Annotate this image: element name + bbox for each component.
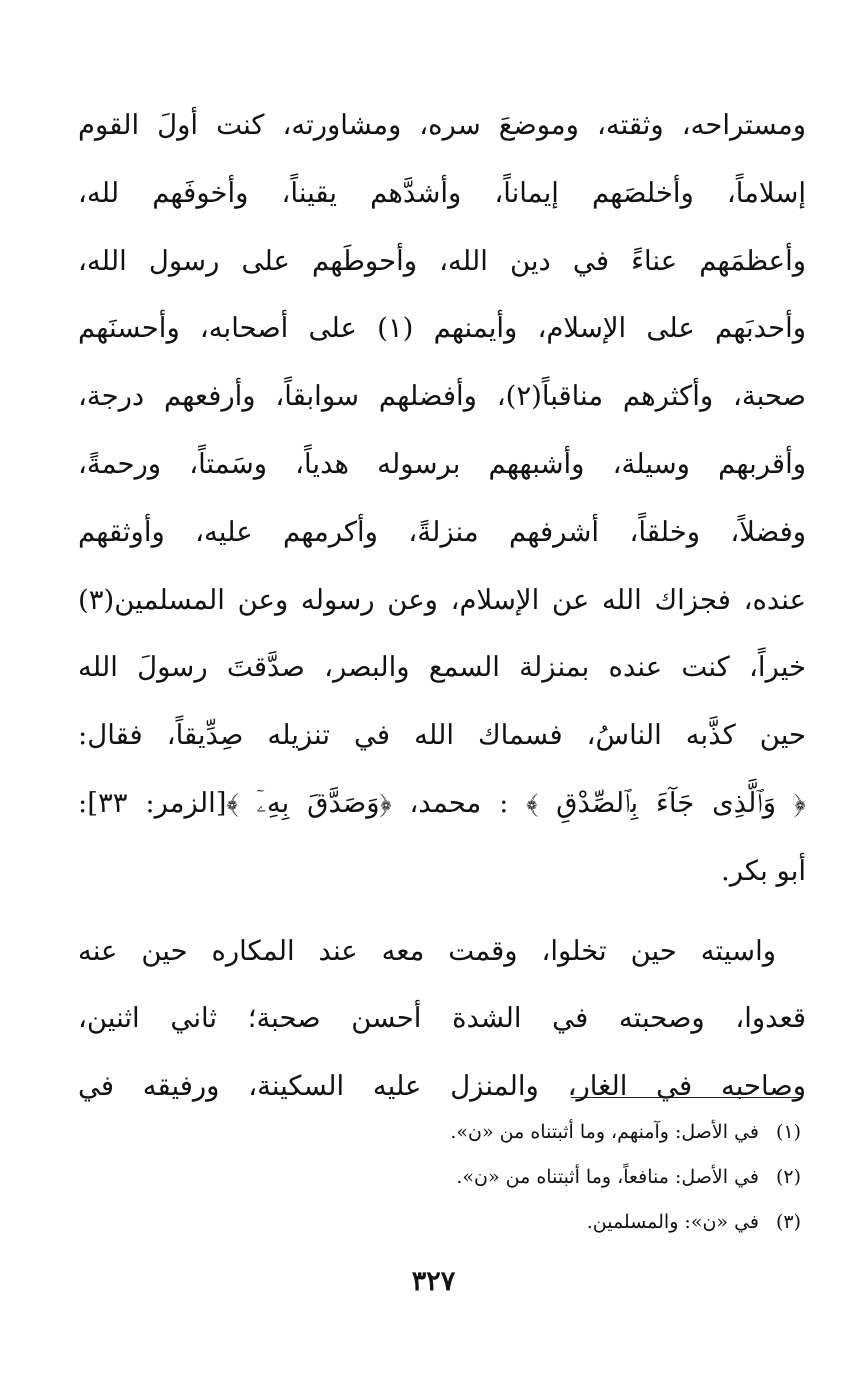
- footnote-text: في «ن»: والمسلمين.: [586, 1211, 759, 1233]
- text-line: وأعظمَهم عناءً في دين الله، وأحوطَهم على رسول الله،: [78, 244, 806, 277]
- footnote-number: (٢): [775, 1166, 801, 1188]
- text-line: إسلاماً، وأخلصَهم إيماناً، وأشدَّهم يقيناً، وأخوفَهم لله،: [78, 176, 806, 209]
- text-line: وأقربهم وسيلة، وأشبههم برسوله هدياً، وسَمتاً، ورحمةً،: [78, 447, 806, 480]
- text-line: قعدوا، وصحبته في الشدة أحسن صحبة؛ ثاني اثنين،: [78, 1002, 806, 1035]
- text-line: عنده، فجزاك الله عن الإسلام، وعن رسوله وعن المسلمين(٣): [78, 583, 806, 616]
- text-line: حين كذَّبه الناسُ، فسماك الله في تنزيله صِدِّيقاً، فقال:: [78, 719, 806, 752]
- quran-quote-line: ﴿ وَٱلَّذِى جَآءَ بِٱلصِّدْقِ ﴾ : محمد، ﴿وَصَدَّقَ بِهِۦٓ ﴾[الزمر: ٣٣]:: [78, 786, 806, 819]
- page-number: ٣٢٧: [411, 1266, 456, 1297]
- footnote-text: في الأصل: منافعاً، وما أثبتناه من «ن».: [456, 1166, 759, 1188]
- text-line: وصاحبه في الغار، والمنزل عليه السكينة، ورفيقه في: [78, 1070, 806, 1103]
- text-line: وفضلاً، وخلقاً، أشرفهم منزلةً، وأكرمهم عليه، وأوثقهم: [78, 515, 806, 548]
- main-text: [78, 92, 806, 1121]
- footnotes: [181, 1110, 801, 1245]
- text-line: صحبة، وأكثرهم مناقباً(٢)، وأفضلهم سوابقاً، وأرفعهم درجة،: [78, 380, 806, 413]
- text-line: وأحدبَهم على الإسلام، وأيمنهم (١) على أصحابه، وأحسنَهم: [78, 312, 806, 345]
- footnote-item: [181, 1110, 801, 1155]
- footnote-number: (١): [775, 1121, 801, 1143]
- text-line: أبو بكر.: [721, 854, 806, 887]
- footnote-item: [181, 1155, 801, 1200]
- paragraph-gap: [78, 906, 806, 918]
- footnote-item: [181, 1200, 801, 1245]
- text-line: خيراً، كنت عنده بمنزلة السمع والبصر، صدَّقتَ رسولَ الله: [78, 651, 806, 684]
- footnote-text: في الأصل: وآمنهم، وما أثبتناه من «ن».: [450, 1121, 759, 1143]
- text-line: واسيته حين تخلوا، وقمت معه عند المكاره حين عنه: [78, 934, 776, 967]
- footnote-divider: [571, 1097, 803, 1098]
- footnote-number: (٣): [775, 1211, 801, 1233]
- text-line: ومستراحه، وثقته، وموضعَ سره، ومشاورته، كنت أولَ القوم: [78, 109, 806, 141]
